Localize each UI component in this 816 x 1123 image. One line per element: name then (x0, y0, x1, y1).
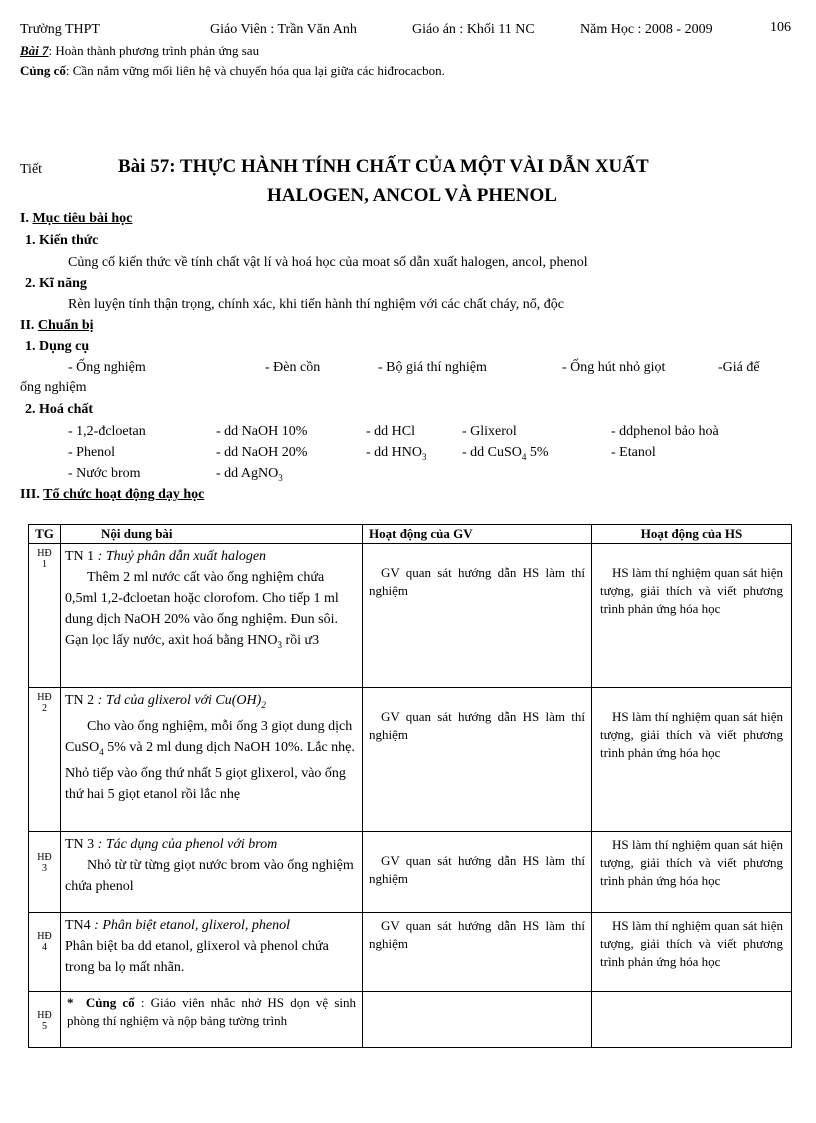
section-2-title: Chuẩn bị (37, 318, 94, 333)
section-2-num: II. (20, 318, 35, 333)
gv-cell (363, 992, 592, 1048)
section-3-title: Tổ chức hoạt động dạy học (43, 487, 205, 502)
cungco-text: : Cần nắm vững mối liên hệ và chuyển hóa qua lại giữa các hiđrocacbon. (65, 63, 445, 78)
chem-item: - ddphenol bảo hoà (611, 424, 719, 439)
table-header-row (29, 525, 792, 544)
col-header-hs: Hoạt động của HS (592, 525, 792, 544)
tn-heading (65, 915, 358, 936)
chem-item: - Nước brom (68, 466, 141, 481)
col-header-gv: Hoạt động của GV (363, 525, 592, 544)
tn-text-end: 5% và 2 ml dung dịch NaOH 10%. Lắc nhẹ. Nhỏ tiếp vào ống thứ nhất 5 giọt glixerol, vào ống thứ hai 5 giọt etanol rồi lắc nhẹ (65, 739, 355, 802)
hd-cell (29, 832, 61, 913)
tool-item: - Ống hút nhỏ giọt (562, 360, 666, 375)
col-header-content: Nội dung bài (61, 525, 363, 544)
gv-cell: GV quan sát hướng dẫn HS làm thí nghiệm (363, 913, 592, 992)
tool-item: - Đèn cồn (265, 360, 321, 375)
tn-heading (65, 834, 358, 855)
table-row (29, 913, 792, 992)
ki-nang-text: Rèn luyện tính thận trọng, chính xác, khi tiến hành thí nghiệm với các chất cháy, nổ, độc (68, 297, 564, 312)
kien-thuc-text: Củng cố kiến thức về tính chất vật lí và hoá học của moat số dẫn xuất halogen, ancol, phenol (68, 255, 588, 270)
table-row (29, 992, 792, 1048)
gv-cell: GV quan sát hướng dẫn HS làm thí nghiệm (363, 544, 592, 688)
section-1-heading (20, 211, 132, 227)
cc-text: : Giáo viên nhắc nhở HS dọn vệ sinh phòng thí nghiệm và nộp bảng tường trình (67, 995, 356, 1028)
hd-num: 2 (42, 703, 47, 714)
hd-label: HĐ (37, 931, 52, 942)
lesson-title-line2: HALOGEN, ANCOL VÀ PHENOL (267, 185, 557, 206)
col-header-tg: TG (29, 525, 61, 544)
ki-nang-heading: 2. Kĩ năng (25, 276, 87, 291)
section-3-heading (20, 487, 204, 503)
gv-cell: GV quan sát hướng dẫn HS làm thí nghiệm (363, 832, 592, 913)
header-school: Trường THPT (20, 22, 100, 37)
tn-label: TN 3 (65, 837, 95, 852)
hd-num: 5 (42, 1021, 47, 1032)
chem-item: - dd NaOH 10% (216, 424, 308, 439)
tn-label: TN 2 (65, 693, 95, 708)
hoa-chat-heading: 2. Hoá chất (25, 402, 94, 417)
gv-cell: GV quan sát hướng dẫn HS làm thí nghiệm (363, 688, 592, 832)
hd-cell (29, 913, 61, 992)
section-1-title: Mục tiêu bài học (32, 211, 133, 226)
tn-title: : Tác dụng của phenol với brom (97, 837, 278, 852)
tn-sub: 2 (261, 699, 266, 710)
chem-sub: 4 (521, 451, 527, 462)
hd-label: HĐ (37, 692, 52, 703)
tool-item: - Ống nghiệm (68, 360, 146, 375)
content-cell (61, 913, 363, 992)
chem-agno3: - dd AgNO (216, 466, 279, 481)
content-cell (61, 544, 363, 688)
cungco-line (20, 63, 445, 79)
hs-cell: HS làm thí nghiệm quan sát hiện tượng, giải thích và viết phương trình phản ứng hóa học (592, 832, 792, 913)
tn-body: Nhỏ từ từ từng giọt nước brom vào ống nghiệm chứa phenol (65, 858, 354, 894)
tn-body: Phân biệt ba dd etanol, glixerol và phenol chứa trong ba lọ mất nhãn. (65, 939, 329, 975)
chem-item: - 1,2-đcloetan (68, 424, 146, 439)
table-row (29, 832, 792, 913)
content-cell (61, 688, 363, 832)
chem-item: - dd HCl (366, 424, 415, 439)
hd-cell (29, 544, 61, 688)
kien-thuc-heading: 1. Kiến thức (25, 233, 99, 248)
hd-num: 3 (42, 863, 47, 874)
section-2-heading (20, 318, 94, 334)
content-cell (61, 992, 363, 1048)
cc-star: * (67, 995, 74, 1010)
chem-item: - Glixerol (462, 424, 517, 439)
chem-item: - Etanol (611, 445, 656, 460)
tn-text: Thêm 2 ml nước cất vào ống nghiệm chứa 0,5ml 1,2-đcloetan hoặc clorofom. Cho tiếp 1 ml dung dịch NaOH 20% vào ống nghiệm. Đun sôi. Gạn lọc lấy nước, axit hoá bằng HNO (65, 570, 339, 648)
hs-cell (592, 992, 792, 1048)
section-3-num: III. (20, 487, 40, 502)
chem-pct: 5% (526, 445, 549, 460)
tn-title: : Phân biệt etanol, glixerol, phenol (94, 918, 291, 933)
tn-heading (65, 546, 358, 567)
chem-sub: 3 (278, 472, 283, 483)
chem-item: - Phenol (68, 445, 116, 460)
hd-label: HĐ (37, 548, 52, 559)
tn-body (65, 716, 358, 805)
tn-title: : Td của glixerol với Cu(OH) (97, 693, 262, 708)
content-cell (61, 832, 363, 913)
hd-label: HĐ (37, 852, 52, 863)
tn-text-end: rồi ư3 (282, 633, 320, 648)
tn-sub: 4 (99, 746, 104, 757)
chem-cuso4: - dd CuSO (462, 445, 522, 460)
tn-title: : Thuỷ phân dẫn xuất halogen (97, 549, 267, 564)
hs-cell: HS làm thí nghiệm quan sát hiện tượng, giải thích và viết phương trình phản ứng hóa học (592, 544, 792, 688)
chem-sub: 3 (422, 451, 427, 462)
bai7-label: Bài 7 (20, 43, 49, 58)
tn-body (65, 567, 358, 656)
chem-item (366, 445, 427, 462)
hs-cell: HS làm thí nghiệm quan sát hiện tượng, giải thích và viết phương trình phản ứng hóa học (592, 688, 792, 832)
tool-item: -Giá để (718, 360, 760, 375)
page-number: 106 (770, 20, 791, 35)
tn-label: TN 1 (65, 549, 95, 564)
bai7-text: : Hoàn thành phương trình phản ứng sau (48, 43, 260, 58)
section-1-num: I. (20, 211, 29, 226)
tn-heading (65, 690, 358, 716)
hd-label: HĐ (37, 1010, 52, 1021)
hs-cell: HS làm thí nghiệm quan sát hiện tượng, giải thích và viết phương trình phản ứng hóa học (592, 913, 792, 992)
table-row (29, 688, 792, 832)
tn-text: Cho vào ống nghiệm, mỗi ống 3 giọt dung dịch CuSO (65, 718, 353, 755)
table-row (29, 544, 792, 688)
lesson-title-line1: Bài 57: THỰC HÀNH TÍNH CHẤT CỦA MỘT VÀI DẪN XUẤT (118, 156, 649, 177)
tiet-label: Tiết (20, 162, 43, 177)
hd-num: 4 (42, 942, 47, 953)
bai7-line (20, 43, 259, 59)
tn-label: TN4 (65, 918, 91, 933)
tn-sub: 3 (277, 639, 282, 650)
cc-label: Củng cố (85, 995, 135, 1010)
hd-cell (29, 688, 61, 832)
activity-table (28, 524, 792, 1048)
dung-cu-heading: 1. Dụng cụ (25, 339, 90, 354)
chem-item: - dd NaOH 20% (216, 445, 308, 460)
header-year: Năm Học : 2008 - 2009 (580, 22, 713, 37)
chem-item (462, 445, 549, 462)
hd-cell (29, 992, 61, 1048)
chem-hno3: - dd HNO (366, 445, 422, 460)
header-teacher: Giáo Viên : Trần Văn Anh (210, 22, 357, 37)
chem-item (216, 466, 283, 483)
tool-wrap: ống nghiệm (20, 380, 87, 395)
tool-item: - Bộ giá thí nghiệm (378, 360, 487, 375)
hd-num: 1 (42, 559, 47, 570)
cungco-label: Củng cố (20, 63, 66, 78)
header-plan: Giáo án : Khối 11 NC (412, 22, 535, 37)
